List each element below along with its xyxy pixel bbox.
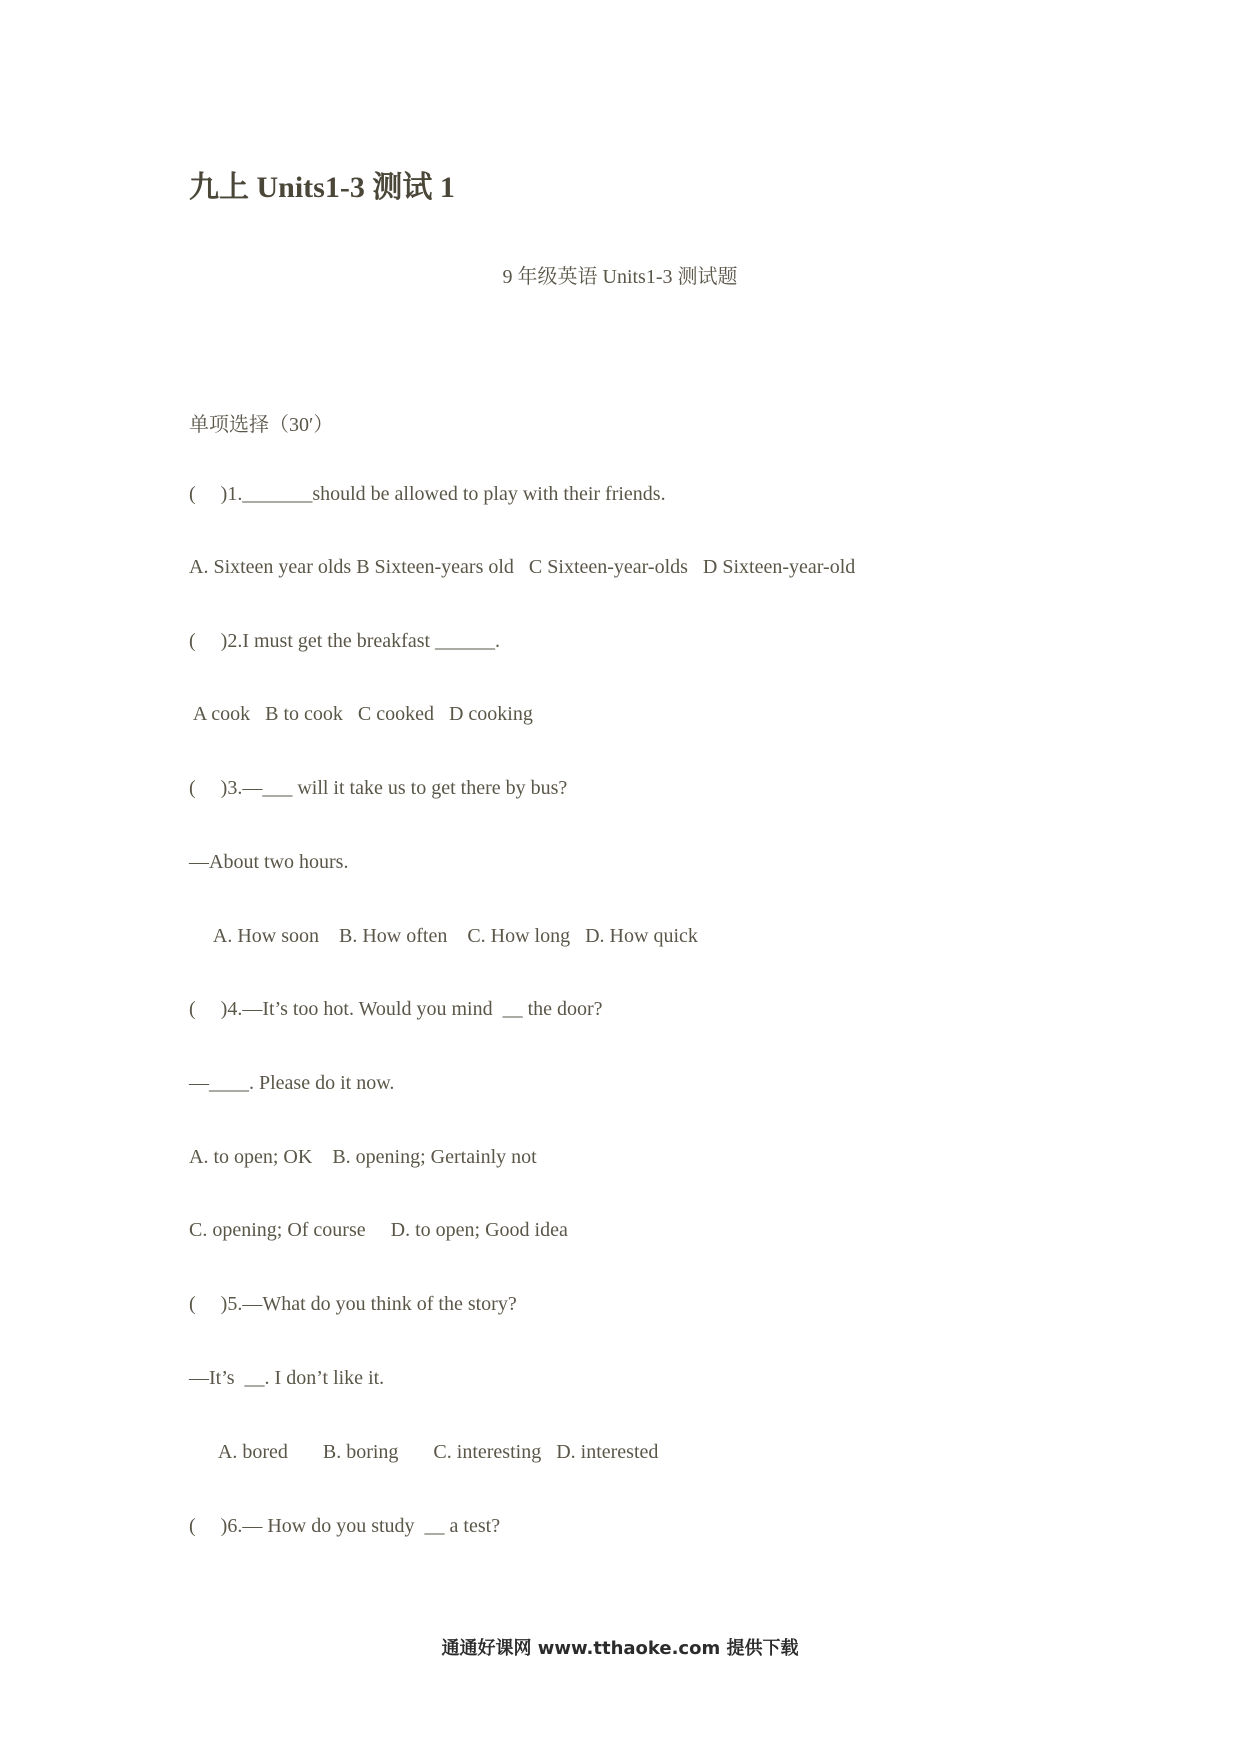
question-4: ( )4.—It’s too hot. Would you mind __ the door? — [189, 998, 603, 1020]
question-5-answer-line: —It’s __. I don’t like it. — [189, 1367, 385, 1389]
question-2: ( )2.I must get the breakfast ______. — [189, 630, 501, 652]
question-2-options: A cook B to cook C cooked D cooking — [189, 703, 533, 725]
question-3-answer-line: —About two hours. — [189, 851, 349, 873]
page-subtitle: 9 年级英语 Units1-3 测试题 — [502, 266, 738, 288]
question-1: ( )1._______should be allowed to play with their friends. — [189, 483, 666, 505]
question-5: ( )5.—What do you think of the story? — [189, 1293, 517, 1315]
question-4-answer-line: —____. Please do it now. — [189, 1072, 395, 1094]
question-5-options: A. bored B. boring C. interesting D. interested — [189, 1441, 659, 1463]
question-6: ( )6.— How do you study __ a test? — [189, 1515, 501, 1537]
page-footer: 通通好课网 www.tthaoke.com 提供下载 — [441, 1638, 799, 1659]
page-title: 九上 Units1-3 测试 1 — [189, 171, 455, 204]
question-3: ( )3.—___ will it take us to get there by bus? — [189, 777, 568, 799]
question-3-options: A. How soon B. How often C. How long D. How quick — [189, 925, 698, 947]
question-4-options-ab: A. to open; OK B. opening; Gertainly not — [189, 1146, 537, 1168]
question-4-options-cd: C. opening; Of course D. to open; Good idea — [189, 1219, 568, 1241]
question-1-options: A. Sixteen year olds B Sixteen-years old C Sixteen-year-olds D Sixteen-year-old — [189, 556, 856, 578]
section-heading: 单项选择（30′） — [189, 414, 334, 436]
